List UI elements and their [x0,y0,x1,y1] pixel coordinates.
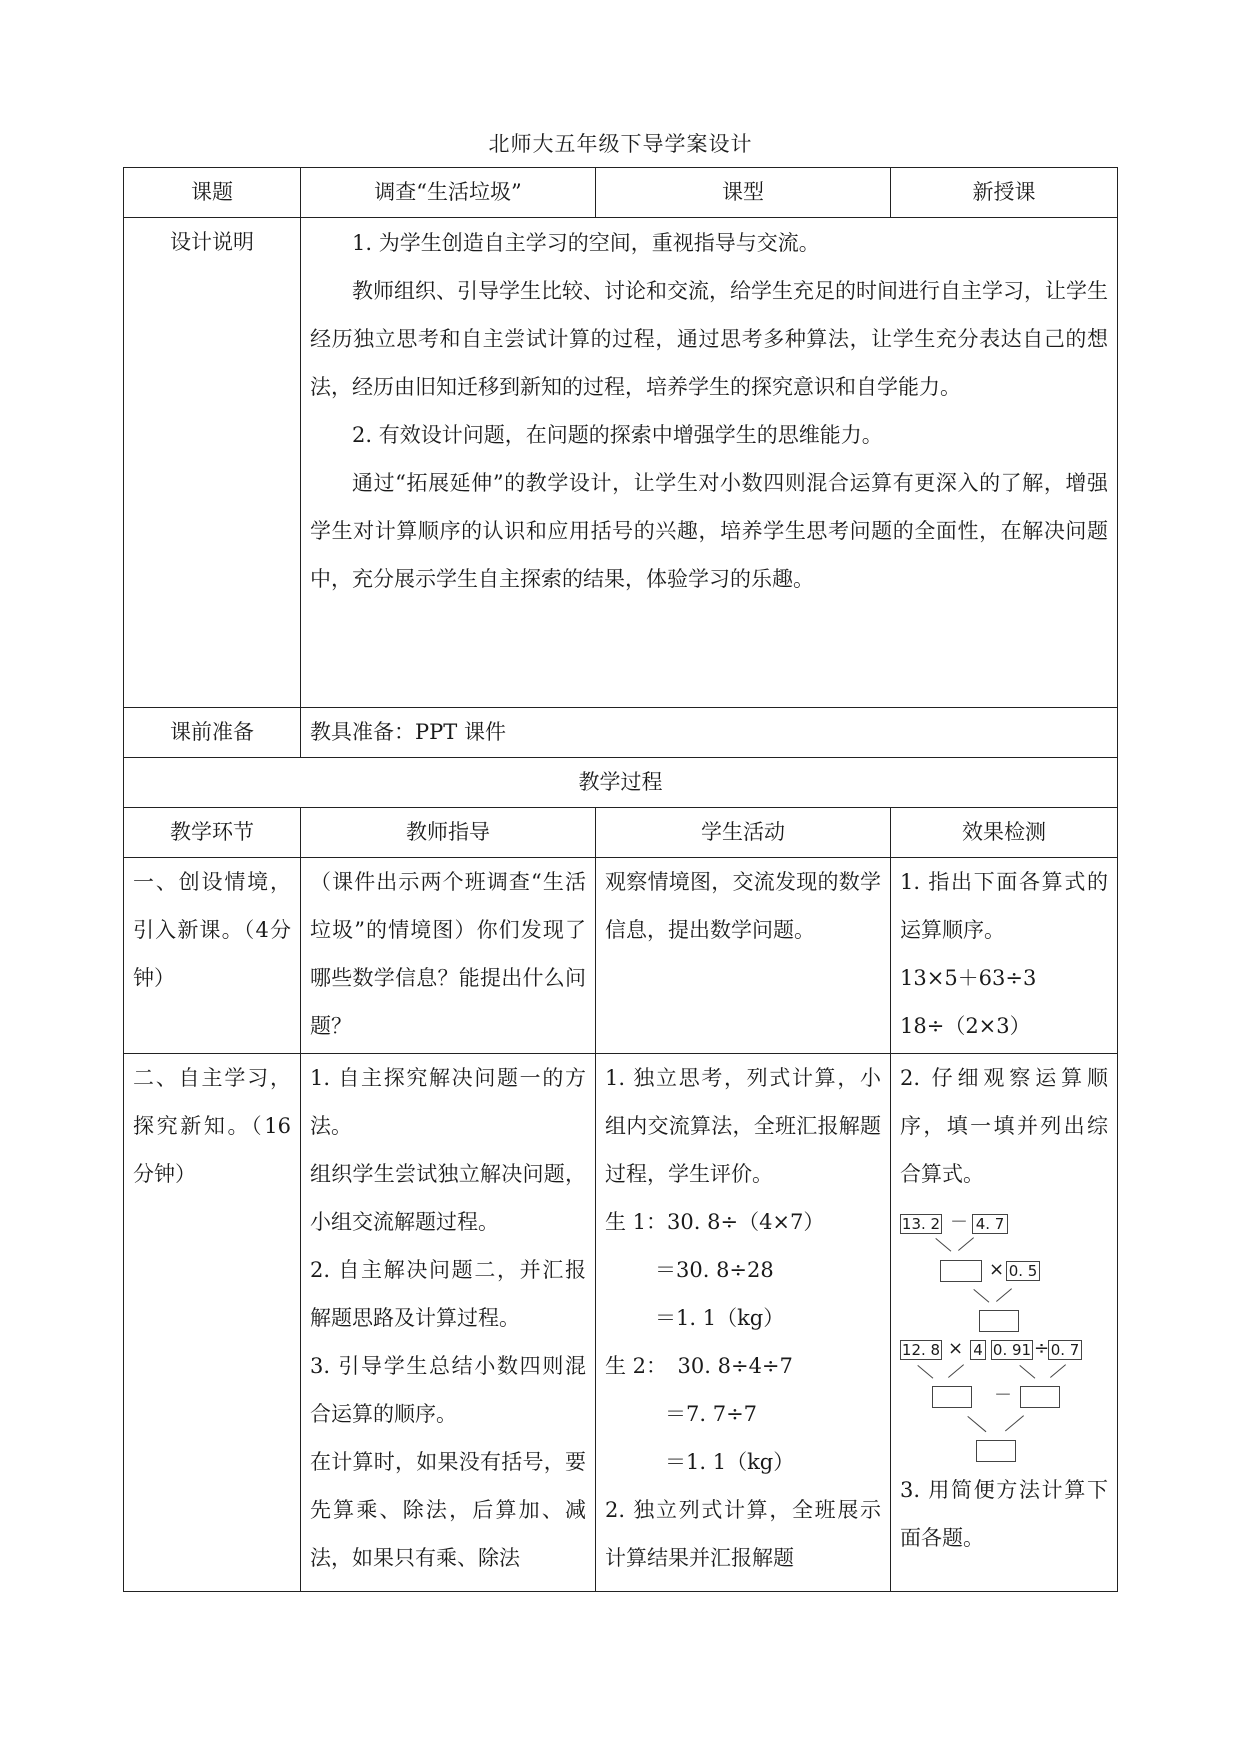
check-cell [891,1054,1118,1592]
times-sign: × [989,1259,1005,1280]
student-cell [596,858,891,1054]
number-box: 4 [970,1340,986,1360]
column-header-row [124,808,1118,858]
teacher-text: （课件出示两个班调查“生活垃圾”的情境图）你们发现了哪些数学信息？能提出什么问题？ [310,870,586,1038]
design-paragraph: 教师组织、引导学生比较、讨论和交流，给学生充足的时间进行自主学习，让学生经历独立思考和自主尝试计算的过程，通过思考多种算法，让学生充分表达自己的想法，经历由旧知迁移到新知的过程，培养学生的探究意识和自学能力。 [310,279,1108,399]
prep-label: 课前准备 [124,708,301,758]
design-label: 设计说明 [124,218,301,708]
process-title: 教学过程 [124,758,1118,808]
flow-line [967,1416,986,1432]
flow-line [958,1237,974,1251]
topic-value: 调查“生活垃圾” [301,168,596,218]
process-title-row [124,758,1118,808]
divide-sign: ÷ [1034,1338,1050,1359]
design-paragraph: 1. 为学生创造自主学习的空间，重视指导与交流。 [352,231,820,255]
student-cell [596,1054,891,1592]
check-text: 2. 仔细观察运算顺序，填一填并列出综合算式。 [900,1066,1108,1186]
prep-row [124,708,1118,758]
lesson-plan-table [123,167,1118,1592]
student-calc: ＝7. 7÷7 [665,1402,758,1426]
minus-sign: － [950,1212,968,1233]
flow-line [973,1289,989,1303]
stage-row-1 [124,858,1118,1054]
teacher-text: 1. 自主探究解决问题一的方法。 [310,1066,586,1138]
student-calc: 生 2： 30. 8÷4÷7 [605,1354,793,1378]
student-calc: ＝1. 1（kg） [665,1450,795,1474]
student-calc: ＝1. 1（kg） [655,1306,785,1330]
check-text: 1. 指出下面各算式的运算顺序。 [900,870,1108,942]
design-content [301,218,1118,708]
number-box: 13. 2 [901,1215,941,1233]
teacher-text: 在计算时，如果没有括号，要先算乘、除法，后算加、减法，如果只有乘、除法 [310,1450,586,1570]
answer-blank[interactable] [1020,1386,1060,1408]
type-value: 新授课 [891,168,1118,218]
design-row [124,218,1118,708]
column-header-stage: 教学环节 [124,808,301,858]
student-calc: ＝30. 8÷28 [655,1258,774,1282]
stage-cell: 二、自主学习，探究新知。（16分钟） [124,1054,301,1592]
number-box: 4. 7 [972,1214,1008,1234]
student-text: 2. 独立列式计算，全班展示计算结果并汇报解题 [605,1498,881,1570]
flow-line [996,1288,1012,1302]
teacher-text: 3. 引导学生总结小数四则混合运算的顺序。 [310,1354,586,1426]
number-box: 0. 7 [1048,1340,1082,1360]
stage-row-2 [124,1054,1118,1592]
flow-line [1050,1364,1066,1378]
prep-value: 教具准备：PPT 课件 [301,708,1118,758]
column-header-check: 效果检测 [891,808,1118,858]
teacher-cell [301,858,596,1054]
teacher-cell [301,1054,596,1592]
answer-blank[interactable] [932,1386,972,1408]
number-box: 12. 8 [901,1341,941,1359]
operation-flow-diagram [900,1202,1100,1466]
number-box: 0. 5 [1006,1261,1040,1281]
student-text: 观察情境图，交流发现的数学信息，提出数学问题。 [605,870,881,942]
column-header-teacher: 教师指导 [301,808,596,858]
times-sign: × [948,1338,964,1359]
answer-blank[interactable] [940,1260,982,1282]
type-label: 课型 [596,168,891,218]
design-paragraph: 2. 有效设计问题，在问题的探索中增强学生的思维能力。 [352,423,883,447]
check-expression: 18÷（2×3） [900,1014,1031,1038]
flow-line [917,1365,933,1379]
column-header-student: 学生活动 [596,808,891,858]
document-title: 北师大五年级下导学案设计 [488,132,753,156]
check-text: 3. 用简便方法计算下面各题。 [900,1478,1108,1550]
number-box: 0. 91 [992,1341,1032,1359]
answer-blank[interactable] [976,1440,1016,1462]
flow-line [1019,1365,1035,1379]
topic-label: 课题 [124,168,301,218]
check-cell [891,858,1118,1054]
student-text: 1. 独立思考，列式计算，小组内交流算法，全班汇报解题过程，学生评价。 [605,1066,881,1186]
teacher-text: 2. 自主解决问题二，并汇报解题思路及计算过程。 [310,1258,586,1330]
flow-line [935,1238,951,1252]
design-paragraph: 通过“拓展延伸”的教学设计，让学生对小数四则混合运算有更深入的了解，增强学生对计算顺序的认识和应用括号的兴趣，培养学生思考问题的全面性，在解决问题中，充分展示学生自主探索的结果，体验学习的乐趣。 [310,471,1108,591]
stage-cell: 一、创设情境，引入新课。（4分钟） [124,858,301,1054]
check-expression: 13×5＋63÷3 [900,966,1037,990]
minus-sign: － [994,1385,1012,1406]
topic-row [124,168,1118,218]
answer-blank[interactable] [979,1310,1019,1332]
flow-line [948,1364,964,1378]
teacher-text: 组织学生尝试独立解决问题，小组交流解题过程。 [310,1162,586,1234]
flow-line [1005,1415,1024,1431]
student-calc: 生 1：30. 8÷（4×7） [605,1210,825,1234]
